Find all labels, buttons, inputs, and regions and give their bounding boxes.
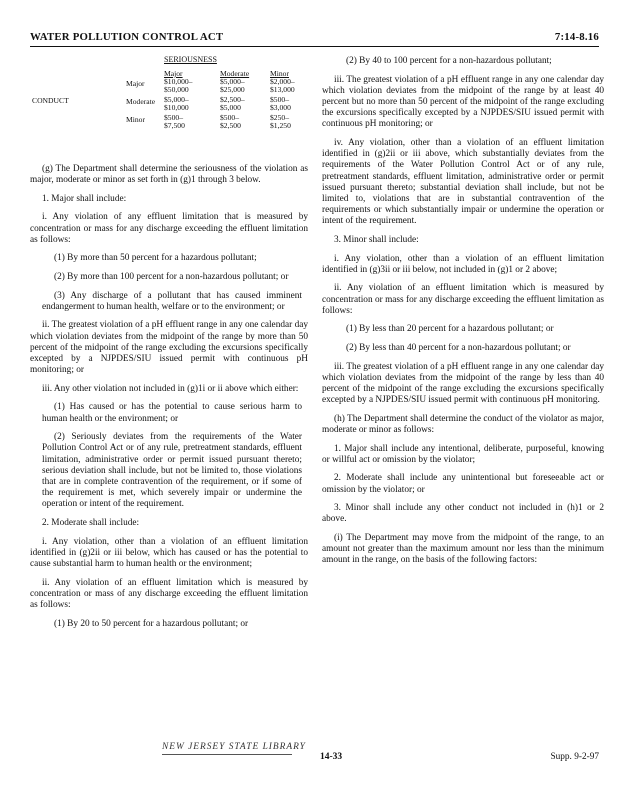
paragraph-g2: 2. Moderate shall include:: [42, 517, 140, 528]
paragraph-g3ii: ii. Any violation of an effluent limitation which is measured by concentration or mass for any discharge exceeding the effluent limitation as follows:: [322, 283, 604, 316]
matrix-cell: $10,000– $50,000: [164, 77, 193, 95]
paragraph-g3iii: iii. The greatest violation of a pH effluent range in any one calendar day which violation deviates from the midpoint of the range by less than 40 percent of the midpoint of the range excluding the excursions specifically excepted by a NJPDES/SIU issued permit with continuous pH monitoring.: [322, 361, 604, 406]
stamp-underline: [162, 754, 292, 755]
library-stamp-text: NEW JERSEY STATE LIBRARY: [162, 742, 306, 752]
paragraph-g1i: i. Any violation of any effluent limitation that is measured by concentration or mass for any discharge exceeding the effluent limitation as follows:: [30, 212, 308, 245]
matrix-cell: $2,000– $13,000: [270, 77, 295, 95]
paragraph-g1i3: (3) Any discharge of a pollutant that has caused imminent endangerment to human health, welfare or to the environment; or: [42, 290, 302, 312]
paragraph-g3ii2: (2) By less than 40 percent for a non-hazardous pollutant; or: [346, 343, 571, 353]
left-column: [30, 56, 308, 637]
page-number: 14-33: [320, 752, 343, 762]
paragraph-h2: 2. Moderate shall include any unintentional but foreseeable act or omission by the violator; or: [322, 473, 604, 495]
paragraph-g1ii: ii. The greatest violation of a pH effluent range in any one calendar day which violation deviates from the midpoint of the range by more than 50 percent of the midpoint of the range excluding the excursions specifically excepted by a NJPDES/SIU issued permit with continuous pH monitoring; or: [30, 320, 308, 376]
paragraph-g1iii1: (1) Has caused or has the potential to cause serious harm to human health or the environment; or: [42, 402, 302, 424]
paragraph-g2ii: ii. Any violation of an effluent limitation which is measured by concentration or mass of any discharge exceeding the effluent limitation as follows:: [30, 577, 308, 610]
matrix-title: SERIOUSNESS: [164, 55, 217, 64]
matrix-cell: $500– $2,500: [220, 113, 241, 131]
paragraph-h1: 1. Major shall include any intentional, deliberate, purposeful, knowing or willful act or omission by the violator;: [322, 443, 604, 465]
matrix-cell: $500– $7,500: [164, 113, 185, 131]
matrix-cell: $2,500– $5,000: [220, 95, 245, 113]
paragraph-g3i: i. Any violation, other than a violation of an effluent limitation identified in (g)3ii or iii below, not included in (g)1 or 2 above;: [322, 253, 604, 275]
paragraph-g: (g) The Department shall determine the seriousness of the violation as major, moderate or minor as set forth in (g)1 through 3 below.: [30, 164, 308, 186]
matrix-conduct-label: CONDUCT: [32, 96, 69, 105]
paragraph-g1i1: (1) By more than 50 percent for a hazardous pollutant;: [54, 253, 257, 264]
paragraph-g2ii2: (2) By 40 to 100 percent for a non-hazardous pollutant;: [346, 56, 552, 66]
matrix-row-label: Minor: [126, 115, 145, 124]
matrix-cell: $5,000– $25,000: [220, 77, 245, 95]
matrix-cell: $250– $1,250: [270, 113, 291, 131]
paragraph-g1: 1. Major shall include:: [42, 193, 127, 204]
matrix-row-label: Moderate: [126, 97, 156, 106]
page-footer: [30, 742, 599, 772]
paragraph-g3: 3. Minor shall include:: [334, 235, 419, 246]
supplement-date: Supp. 9-2-97: [550, 752, 599, 762]
running-header: [30, 28, 599, 47]
act-title: WATER POLLUTION CONTROL ACT: [30, 31, 224, 43]
paragraph-h3: 3. Minor shall include any other conduct not included in (h)1 or 2 above.: [322, 503, 604, 525]
matrix-col-header: Minor: [270, 69, 289, 78]
matrix-col-header: Moderate: [220, 69, 250, 78]
matrix-col-header: Major: [164, 69, 183, 78]
matrix-cell: $5,000– $10,000: [164, 95, 189, 113]
paragraph-i: (i) The Department may move from the midpoint of the range, to an amount not greater than the maximum amount nor less than the minimum amount in the range, on the basis of the following factors:: [322, 532, 604, 566]
paragraph-g2iii: iii. The greatest violation of a pH effluent range in any one calendar day which violation deviates from the midpoint of the range by at least 40 percent but no more than 50 percent of the midpoint of the range excluding the excursions specifically excepted by a NJPDES/SIU issued permit with continuous pH monitoring; or: [322, 74, 604, 130]
penalty-matrix: [30, 56, 308, 156]
right-column: [322, 56, 604, 574]
paragraph-g1iii: iii. Any other violation not included in (g)1i or ii above which either:: [42, 383, 299, 394]
paragraph-g2iv: iv. Any violation, other than a violation of an effluent limitation identified in (g)2ii or iii above, which substantially deviates from the requirements of the Water Pollution Control Act or of any rule, pretreatment standards, effluent limitation, administrative order or permit issued pursuant thereto; substantial deviation shall include, but not be limited to, violations that are in substantial contravention of the requirements or which substantially impair or undermine the operation or intent of the requirement.: [322, 138, 604, 227]
matrix-cell: $500– $3,000: [270, 95, 291, 113]
paragraph-h: (h) The Department shall determine the conduct of the violator as major, moderate or minor as follows:: [322, 413, 604, 435]
matrix-row-label: Major: [126, 79, 145, 88]
paragraph-g1iii2: (2) Seriously deviates from the requirements of the Water Pollution Control Act or of any rule, pretreatment standards, effluent limitation, administrative order or permit issued pursuant thereto; serious deviation shall include, but not be limited to, those violations that are in complete contravention of the requirement, or if some of the requirement is met, which severely impair or undermine the operation or intent of the requirement.: [42, 432, 302, 510]
paragraph-g3ii1: (1) By less than 20 percent for a hazardous pollutant; or: [346, 324, 554, 335]
paragraph-g2i: i. Any violation, other than a violation of an effluent limitation identified in (g)2ii or iii below, which has caused or has the potential to cause substantial harm to human health or the environment;: [30, 536, 308, 569]
library-stamp: [162, 742, 306, 752]
paragraph-g1i2: (2) By more than 100 percent for a non-hazardous pollutant; or: [54, 271, 289, 282]
section-number: 7:14-8.16: [554, 31, 599, 43]
paragraph-g2ii1: (1) By 20 to 50 percent for a hazardous pollutant; or: [54, 618, 249, 629]
